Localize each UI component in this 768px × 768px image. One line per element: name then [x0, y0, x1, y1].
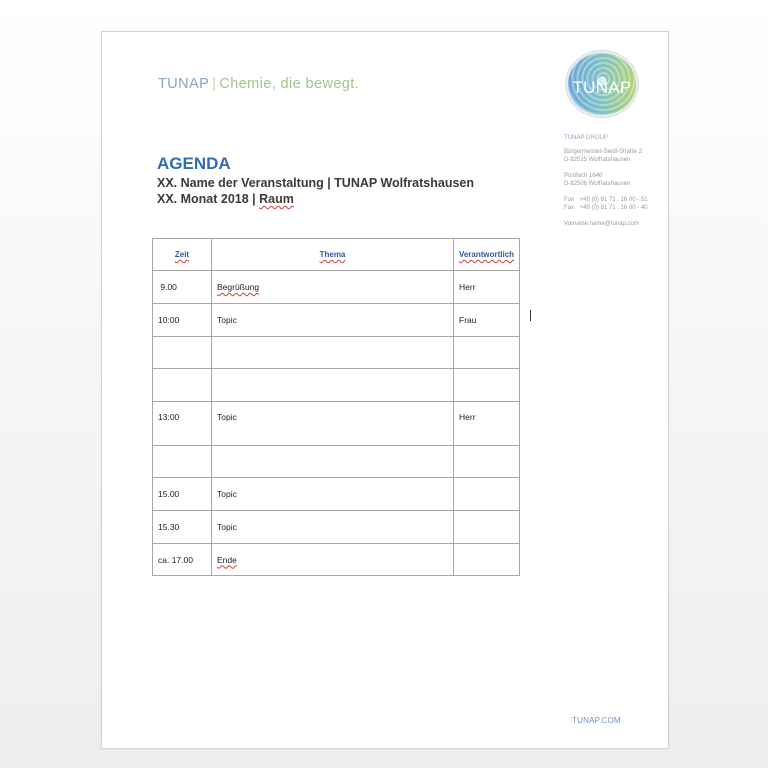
event-subtitle: [157, 175, 474, 207]
cell-topic[interactable]: Topic: [212, 478, 454, 511]
agenda-table: [152, 238, 520, 576]
event-date-line: [157, 191, 474, 207]
contact-postbox: Postfach 1640: [564, 173, 603, 179]
cell-responsible[interactable]: Herr: [454, 271, 520, 304]
cell-topic[interactable]: [212, 337, 454, 369]
contact-postbox-block: [564, 172, 648, 188]
document-page: [101, 31, 669, 749]
logo-text: TUNAP: [572, 78, 632, 97]
cell-responsible[interactable]: [454, 446, 520, 478]
contact-postbox-city: D-82506 Wolfratshausen: [564, 181, 631, 187]
cell-responsible[interactable]: [454, 478, 520, 511]
cell-topic[interactable]: Begrüßung: [212, 271, 454, 304]
column-header-thema[interactable]: Thema: [212, 239, 454, 271]
cell-topic[interactable]: Ende: [212, 544, 454, 576]
cell-time[interactable]: 15.00: [153, 478, 212, 511]
cell-time[interactable]: 15.30: [153, 511, 212, 544]
cell-topic[interactable]: Topic: [212, 304, 454, 337]
cell-responsible[interactable]: [454, 544, 520, 576]
fon-label: Fon: [564, 197, 575, 203]
table-row: [153, 511, 520, 544]
slogan-brand: TUNAP: [158, 76, 210, 92]
contact-phone-block: [564, 196, 648, 212]
cell-time[interactable]: [153, 446, 212, 478]
cell-time[interactable]: ca. 17.00: [153, 544, 212, 576]
cell-time[interactable]: 9.00: [153, 271, 212, 304]
cell-time[interactable]: [153, 369, 212, 402]
cell-topic[interactable]: [212, 369, 454, 402]
contact-city: D-82515 Wolfratshausen: [564, 157, 631, 163]
table-row: [153, 337, 520, 369]
contact-group-brand: TUNAP: [564, 135, 585, 141]
cell-topic[interactable]: Topic: [212, 511, 454, 544]
cell-responsible[interactable]: Frau: [454, 304, 520, 337]
contact-fax: [564, 204, 648, 212]
cell-time[interactable]: 13:00: [153, 402, 212, 446]
contact-email[interactable]: Vorname.name@tunap.com: [564, 221, 639, 227]
slogan-separator: |: [212, 76, 217, 92]
table-row: [153, 478, 520, 511]
header-slogan: [158, 76, 359, 92]
contact-fon: [564, 196, 648, 204]
event-date: XX. Monat 2018 |: [157, 192, 260, 206]
table-header-row: [153, 239, 520, 271]
cell-responsible[interactable]: Herr: [454, 402, 520, 446]
table-row: [153, 446, 520, 478]
slogan-claim: Chemie, die bewegt.: [219, 76, 360, 92]
fax-value: +49 (0) 81 71 . 16 00 - 40: [579, 205, 648, 211]
tunap-logo-icon: [566, 51, 638, 117]
table-row: [153, 369, 520, 402]
table-row: [153, 271, 520, 304]
text-cursor: [530, 310, 531, 321]
table-row: [153, 544, 520, 576]
column-header-zeit[interactable]: Zeit: [153, 239, 212, 271]
cell-time[interactable]: 10:00: [153, 304, 212, 337]
cell-topic[interactable]: Topic: [212, 402, 454, 446]
cell-topic[interactable]: [212, 446, 454, 478]
event-name: XX. Name der Veranstaltung | TUNAP Wolfratshausen: [157, 176, 475, 190]
contact-group-label: GROUP: [585, 135, 608, 141]
cell-time[interactable]: [153, 337, 212, 369]
contact-block: [564, 134, 648, 228]
footer-url[interactable]: TUNAP.COM: [572, 716, 621, 725]
contact-address: [564, 148, 648, 164]
cell-responsible[interactable]: [454, 337, 520, 369]
page-title: AGENDA: [157, 154, 231, 173]
cell-responsible[interactable]: [454, 369, 520, 402]
contact-group: [564, 134, 648, 142]
column-header-verantwortlich[interactable]: Verantwortlich: [454, 239, 520, 271]
table-row: [153, 304, 520, 337]
cell-responsible[interactable]: [454, 511, 520, 544]
event-room: Raum: [259, 192, 294, 206]
contact-street: Bürgermeister-Seidl-Straße 2: [564, 149, 643, 155]
table-row: [153, 402, 520, 446]
fax-label: Fax: [564, 205, 575, 211]
fon-value: +49 (0) 81 71 . 16 00 - 51: [579, 197, 648, 203]
